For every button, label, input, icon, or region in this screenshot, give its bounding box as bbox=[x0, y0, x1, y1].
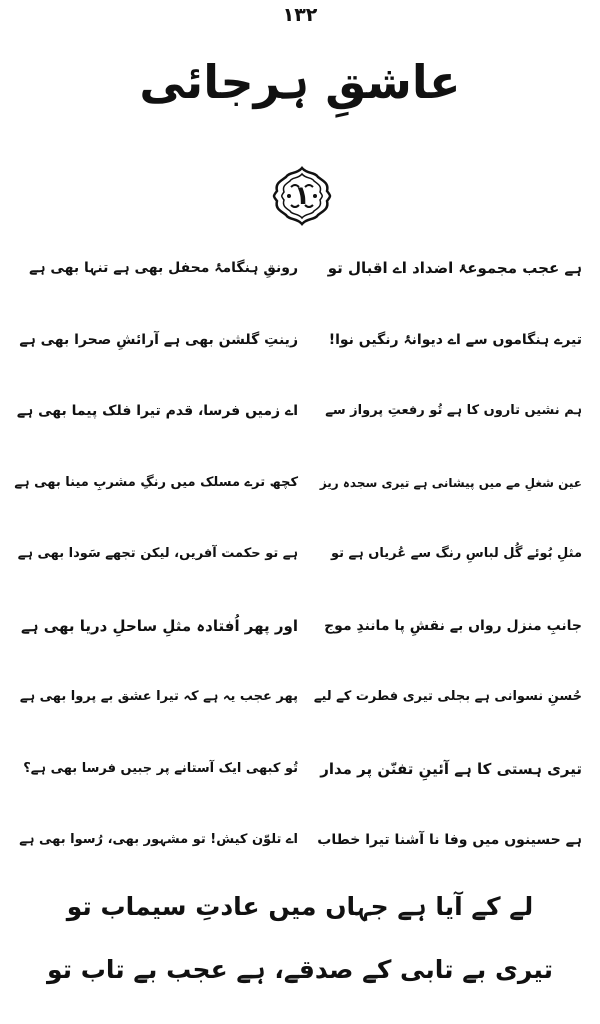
misra-first: مثلِ بُوئے گُل لباسِ رنگ سے عُریاں ہے تو bbox=[330, 546, 582, 561]
couplet bbox=[0, 669, 600, 741]
closing-line-2: تیری بے تابی کے صدقے، ہے عجب بے تاب تو bbox=[46, 955, 554, 984]
misra-second: رونقِ ہنگامۂ محفل بھی ہے تنہا بھی ہے bbox=[29, 260, 298, 276]
misra-second: اور پھر اُفتادہ مثلِ ساحلِ دریا بھی ہے bbox=[21, 616, 298, 635]
couplet bbox=[0, 741, 600, 813]
couplet bbox=[0, 526, 600, 598]
misra-first: تیرے ہنگاموں سے اے دیوانۂ رنگیں نوا! bbox=[328, 331, 582, 348]
misra-first: عین شغلِ مے میں پیشانی ہے تیری سجدہ ریز bbox=[319, 475, 582, 490]
misra-second: زینتِ گلشن بھی ہے آرائشِ صحرا بھی ہے bbox=[19, 331, 298, 348]
misra-second: اے زمیں فرسا، قدم تیرا فلک پیما بھی ہے bbox=[16, 403, 298, 419]
misra-first: ہے حسینوں میں وفا نا آشنا تیرا خطاب bbox=[317, 832, 582, 848]
section-ornament bbox=[271, 165, 333, 227]
couplet bbox=[0, 598, 600, 670]
couplet bbox=[0, 812, 600, 884]
couplet bbox=[0, 312, 600, 384]
couplet bbox=[0, 240, 600, 312]
poem-title: عاشقِ ہرجائی bbox=[139, 55, 461, 109]
misra-second: تُو کبھی ایک آستانے پر جبیں فرسا بھی ہے؟ bbox=[23, 760, 298, 776]
misra-second: کچھ ترے مسلک میں رنگِ مشربِ مینا بھی ہے bbox=[14, 474, 298, 490]
section-number: ۱ bbox=[294, 181, 310, 211]
misra-first: تیری ہستی کا ہے آئینِ تفنّن پر مدار bbox=[320, 759, 582, 778]
misra-second: اے تلوّن کیش! تو مشہور بھی، رُسوا بھی ہے bbox=[19, 832, 298, 847]
misra-first: ہم نشیں تاروں کا ہے تُو رفعتِ پرواز سے bbox=[325, 403, 582, 418]
poem-couplets bbox=[0, 240, 600, 884]
misra-second: ہے تو حکمت آفریں، لیکن تجھے سَودا بھی ہے bbox=[17, 546, 298, 561]
couplet bbox=[0, 383, 600, 455]
misra-first: ہے عجب مجموعۂ اضداد اے اقبال تو bbox=[327, 259, 582, 277]
misra-first: جانبِ منزل رواں بے نقشِ پا مانندِ موج bbox=[324, 617, 582, 634]
couplet bbox=[0, 455, 600, 527]
closing-line-1: لے کے آیا ہے جہاں میں عادتِ سیماب تو bbox=[66, 892, 534, 921]
misra-second: پھر عجب یہ ہے کہ تیرا عشق بے پروا بھی ہے bbox=[19, 689, 298, 704]
page-number: ۱۳۲ bbox=[282, 4, 318, 26]
misra-first: حُسنِ نسوانی ہے بجلی تیری فطرت کے لیے bbox=[313, 689, 582, 704]
